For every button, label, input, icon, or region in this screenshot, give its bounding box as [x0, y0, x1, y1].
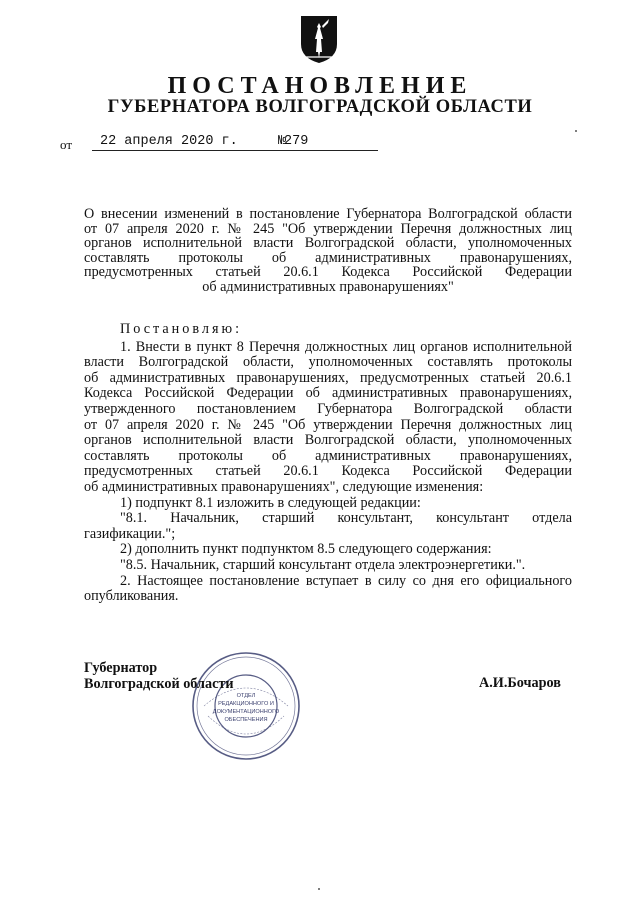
document-body	[84, 322, 572, 605]
signatory-name: А.И.Бочаров	[479, 675, 561, 691]
signatory-title-line: Волгоградской области	[84, 676, 234, 692]
document-issuer: ГУБЕРНАТОРА ВОЛГОГРАДСКОЙ ОБЛАСТИ	[107, 97, 533, 117]
signatory-title	[84, 660, 234, 692]
body-line: 1) подпункт 8.1 изложить в следующей редакции:	[120, 494, 421, 511]
body-line: газификации.";	[84, 525, 176, 542]
body-line: власти Волгоградской области, уполномоченных составлять протоколы	[84, 354, 572, 371]
document-title: ПОСТАНОВЛЕНИЕ	[167, 73, 473, 99]
date-field	[92, 134, 287, 151]
body-line: об административных правонарушениях, предусмотренных статьей 20.6.1	[84, 369, 572, 386]
body-line: опубликования.	[84, 588, 179, 605]
body-line: "8.5. Начальник, старший консультант отдела электроэнергетики.".	[120, 556, 526, 573]
body-line: 2. Настоящее постановление вступает в силу со дня его официального	[120, 572, 572, 589]
document-date: 22 апреля 2020 г.	[100, 134, 238, 149]
signatory-title-line: Губернатор	[84, 660, 158, 676]
body-line: об административных правонарушениях", следующие изменения:	[84, 478, 484, 495]
body-line: от 07 апреля 2020 г. № 245 "Об утверждении Перечня должностных лиц	[84, 416, 572, 433]
stamp-text: РЕДАКЦИОННОГО И	[218, 701, 274, 707]
stamp-text: ОБЕСПЕЧЕНИЯ	[224, 717, 268, 723]
coat-of-arms-icon	[298, 14, 340, 64]
body-line: составлять протоколы об административных правонарушениях,	[84, 447, 572, 464]
body-line: 2) дополнить пункт подпунктом 8.5 следующего содержания:	[120, 541, 492, 558]
body-line: "8.1. Начальник, старший консультант, консультант отдела	[120, 510, 572, 527]
subject-line: об административных правонарушениях"	[202, 278, 454, 295]
stamp-text: ОТДЕЛ	[236, 693, 256, 699]
subject-line: органов исполнительной власти Волгоградской области, уполномоченных	[84, 235, 572, 252]
body-line: 1. Внести в пункт 8 Перечня должностных лиц органов исполнительной	[120, 338, 572, 355]
document-subject	[84, 207, 572, 295]
number-label: №	[278, 134, 287, 149]
stamp-text: ДОКУМЕНТАЦИОННОГО	[212, 709, 280, 715]
scan-speck	[575, 130, 577, 132]
subject-line: составлять протоколы об административных правонарушениях,	[84, 249, 572, 266]
body-line: органов исполнительной власти Волгоградской области, уполномоченных	[84, 432, 572, 449]
decree-word: Постановляю:	[120, 321, 243, 337]
date-number-line	[60, 134, 330, 154]
subject-line: от 07 апреля 2020 г. № 245 "Об утверждении Перечня должностных лиц	[84, 220, 572, 237]
number-field	[278, 134, 378, 151]
subject-line: предусмотренных статьей 20.6.1 Кодекса Российской Федерации	[84, 264, 572, 281]
body-line: Кодекса Российской Федерации об административных правонарушениях,	[84, 385, 572, 402]
document-number: 279	[284, 134, 309, 149]
scan-speck	[318, 888, 320, 890]
subject-line: О внесении изменений в постановление Губернатора Волгоградской области	[84, 206, 572, 222]
date-from-label: от	[60, 137, 73, 152]
body-line: утвержденного постановлением Губернатора Волгоградской области	[84, 400, 572, 417]
body-line: предусмотренных статьей 20.6.1 Кодекса Российской Федерации	[84, 463, 572, 480]
